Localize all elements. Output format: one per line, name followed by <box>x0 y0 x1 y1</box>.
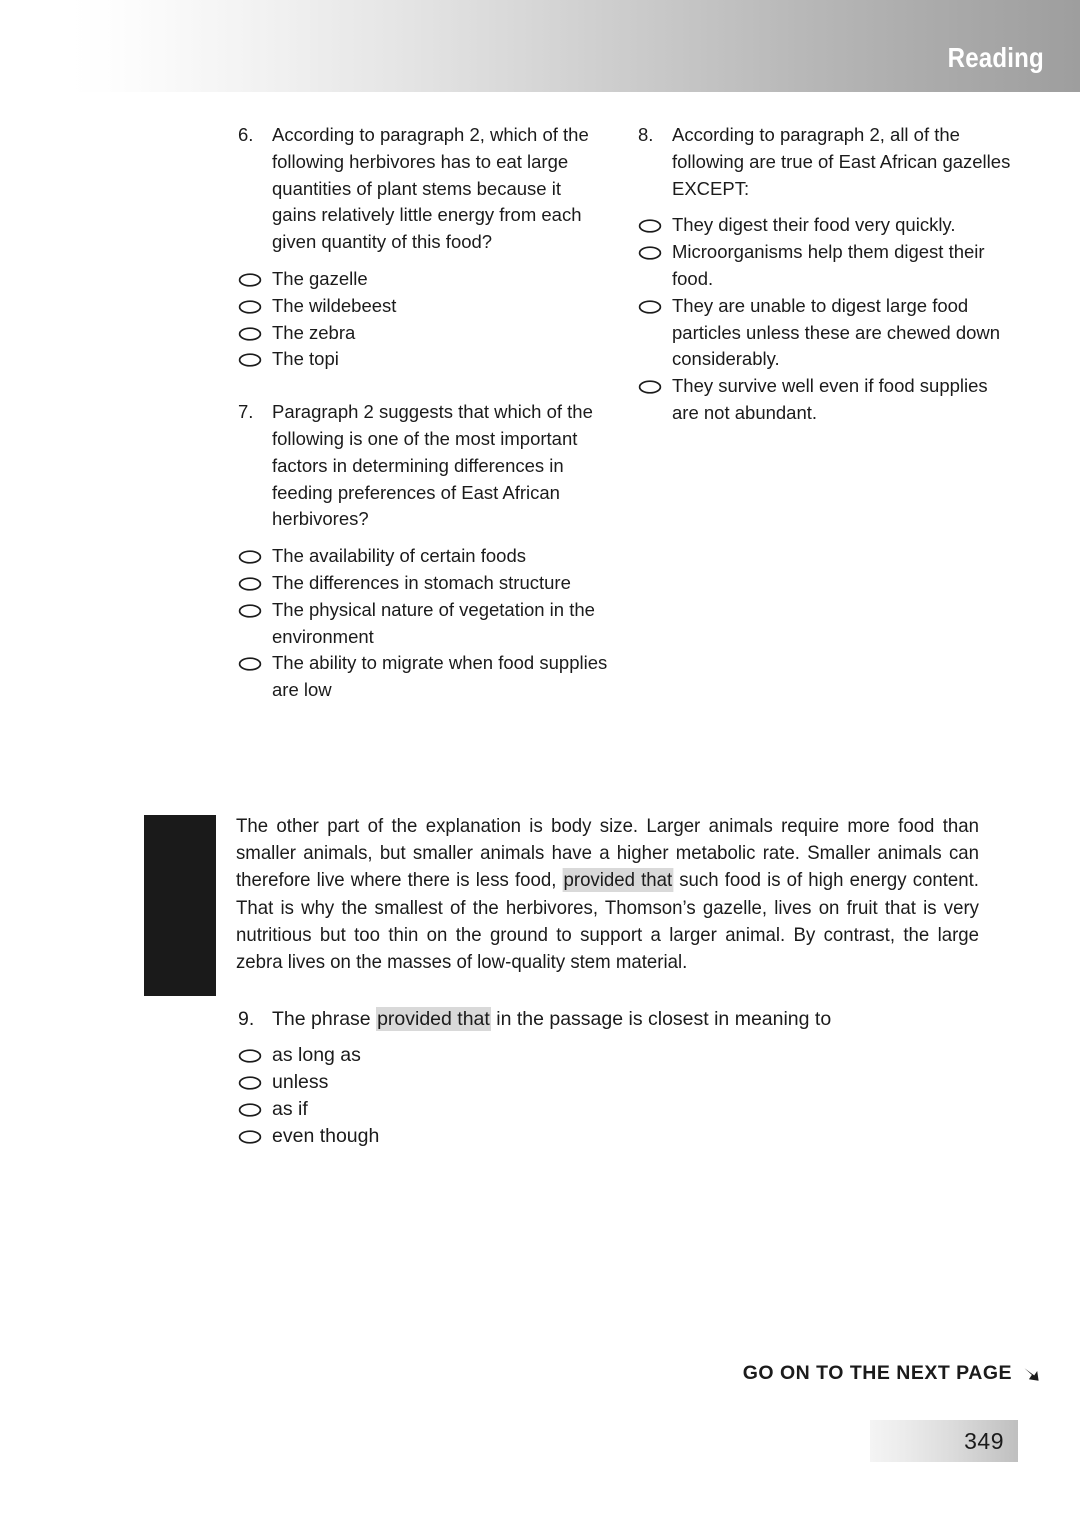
question-stem-9 <box>238 1006 938 1033</box>
option-oval-icon[interactable] <box>238 1069 272 1090</box>
option-label: The differences in stomach structure <box>272 571 571 593</box>
option-oval-icon[interactable] <box>238 320 272 341</box>
option-row[interactable] <box>238 1123 938 1150</box>
page-header-band <box>0 0 1080 92</box>
question-block-8 <box>638 122 1016 427</box>
passage-text-before: The other part of the explanation is body size. Larger animals require more food than smaller animals, but smaller animals have a higher metabolic rate. Smaller animals can therefore live where there is less food, <box>236 815 979 892</box>
go-on-label: GO ON TO THE NEXT PAGE <box>742 1362 1012 1384</box>
question9-highlighted-phrase: provided that <box>377 1008 490 1030</box>
option-oval-icon[interactable] <box>238 266 272 287</box>
option-row[interactable] <box>238 650 610 704</box>
option-label: Microorganisms help them digest their food. <box>672 241 985 289</box>
option-oval-icon[interactable] <box>238 543 272 564</box>
option-label: They are unable to digest large food particles unless these are chewed down considerably. <box>672 294 1001 370</box>
option-label: The availability of certain foods <box>272 545 526 567</box>
option-row[interactable] <box>238 597 610 651</box>
question-stem-7 <box>238 399 610 533</box>
option-oval-icon[interactable] <box>238 570 272 591</box>
option-row[interactable] <box>238 543 610 570</box>
option-row[interactable] <box>238 346 610 373</box>
option-oval-icon[interactable] <box>638 293 672 314</box>
option-label: unless <box>272 1071 329 1093</box>
option-row[interactable] <box>238 1042 938 1069</box>
question-text-7: Paragraph 2 suggests that which of the following is one of the most important factors in determining differences in feeding preferences of East African herbivores? <box>272 401 593 530</box>
option-row[interactable] <box>238 1096 938 1123</box>
option-oval-icon[interactable] <box>638 239 672 260</box>
question9-stem-after: in the passage is closest in meaning to <box>490 1008 832 1030</box>
options-list-7 <box>238 543 610 704</box>
options-list-9 <box>238 1042 938 1150</box>
question-number-7: 7. <box>238 401 254 423</box>
question9-stem-before: The phrase <box>272 1008 377 1030</box>
question-stem-6 <box>238 122 610 256</box>
option-label: The topi <box>272 348 339 370</box>
option-oval-icon[interactable] <box>638 212 672 233</box>
option-row[interactable] <box>238 570 610 597</box>
option-oval-icon[interactable] <box>238 1123 272 1144</box>
options-list-6 <box>238 266 610 373</box>
passage-paragraph-marker <box>144 815 216 996</box>
arrow-down-right-icon <box>1020 1363 1042 1385</box>
option-label: They survive well even if food supplies are not abundant. <box>672 375 988 423</box>
option-row[interactable] <box>638 373 1016 427</box>
question-block-9 <box>238 1006 938 1150</box>
question-number-9: 9. <box>238 1008 255 1030</box>
option-oval-icon[interactable] <box>238 293 272 314</box>
option-label: as long as <box>272 1044 361 1066</box>
option-label: The ability to migrate when food supplies are low <box>272 652 608 701</box>
option-row[interactable] <box>638 293 1016 373</box>
option-label: The wildebeest <box>272 294 397 316</box>
passage-paragraph <box>236 813 979 976</box>
option-row[interactable] <box>238 293 610 320</box>
question-column-right <box>638 122 1016 447</box>
passage-highlighted-phrase: provided that <box>563 869 673 892</box>
option-row[interactable] <box>638 239 1016 293</box>
question-number-6: 6. <box>238 124 254 145</box>
option-row[interactable] <box>238 320 610 347</box>
question-number-8: 8. <box>638 124 654 145</box>
option-label: The zebra <box>272 321 356 343</box>
option-oval-icon[interactable] <box>238 1096 272 1117</box>
question-block-6 <box>238 122 610 373</box>
option-row[interactable] <box>638 212 1016 239</box>
question-column-left <box>238 122 610 724</box>
question-text-9 <box>272 1006 938 1033</box>
go-on-to-next-page-notice <box>743 1362 1042 1385</box>
option-label: The physical nature of vegetation in the environment <box>272 598 595 647</box>
question-text-6: According to paragraph 2, which of the following herbivores has to eat large quantities of plant stems because it gains relatively little energy from each given quantity of this food? <box>272 124 589 253</box>
page-header-title: Reading <box>947 42 1044 73</box>
page-number: 349 <box>964 1427 1004 1454</box>
question-text-8: According to paragraph 2, all of the following are true of East African gazelles EXCEPT: <box>672 124 1011 199</box>
option-label: The gazelle <box>272 267 368 289</box>
option-oval-icon[interactable] <box>238 346 272 367</box>
option-oval-icon[interactable] <box>238 650 272 671</box>
page-number-box <box>870 1420 1018 1462</box>
options-list-8 <box>638 212 1016 426</box>
question-stem-8 <box>638 122 1016 202</box>
option-row[interactable] <box>238 266 610 293</box>
passage-text-after: such food is of high energy content. That is why the smallest of the herbivores, Thomson’s gazelle, lives on fruit that is very nutritious but too thin on the ground to support a larger animal. By contrast, the large zebra lives on the masses of low-quality stem material. <box>236 869 979 974</box>
option-label: They digest their food very quickly. <box>672 214 956 236</box>
option-label: as if <box>272 1098 308 1120</box>
option-oval-icon[interactable] <box>238 597 272 618</box>
question-block-7 <box>238 399 610 704</box>
option-oval-icon[interactable] <box>638 373 672 394</box>
option-oval-icon[interactable] <box>238 1042 272 1063</box>
option-label: even though <box>272 1125 380 1147</box>
option-row[interactable] <box>238 1069 938 1096</box>
